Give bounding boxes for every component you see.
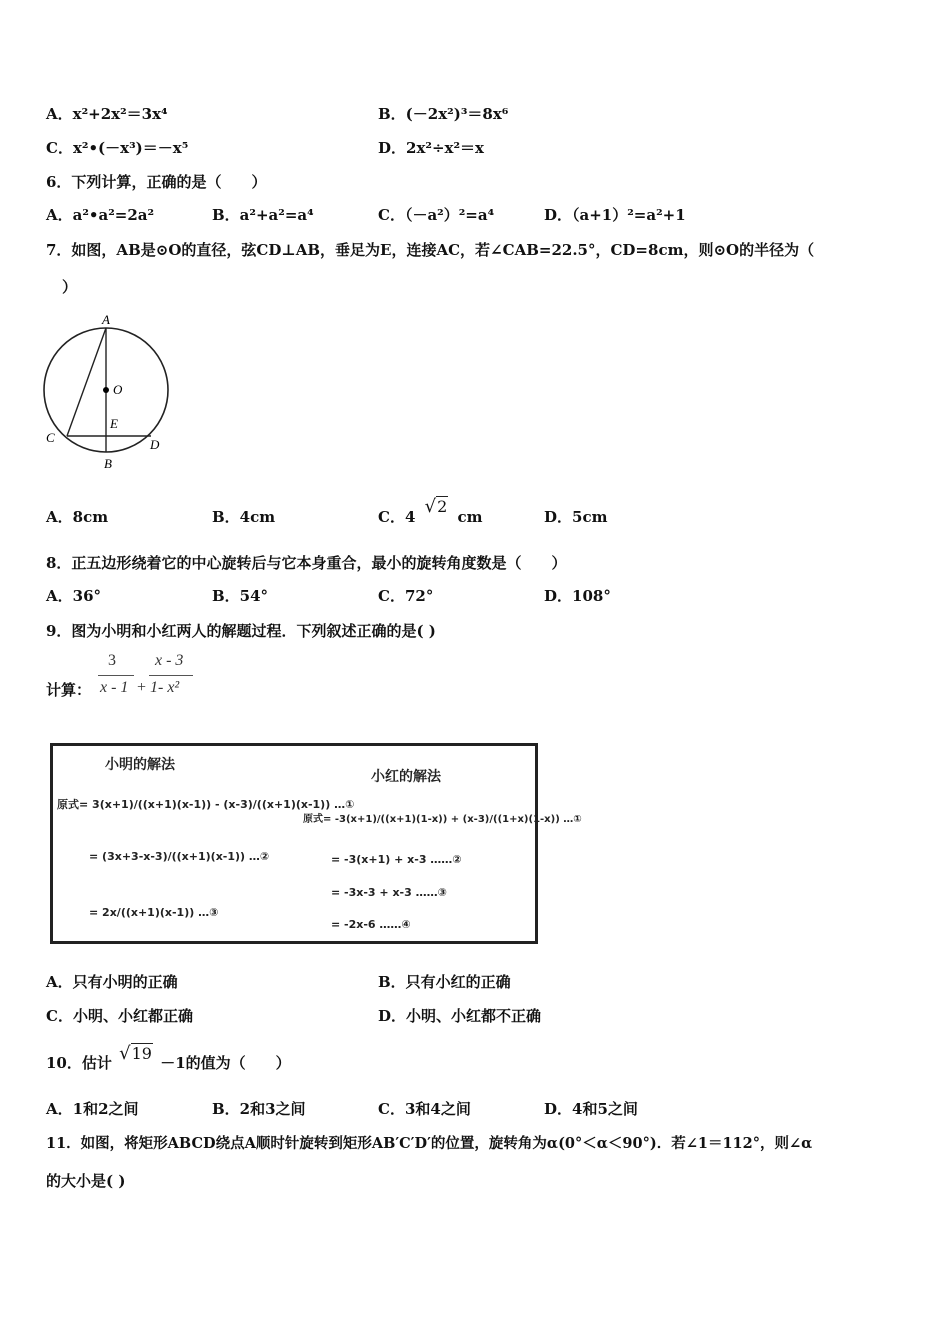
frac2-denominator: 1- x²	[150, 679, 180, 696]
center-point-o	[103, 387, 109, 393]
q10-option-a: A．1和2之间	[46, 1100, 139, 1118]
label-o: O	[113, 382, 123, 397]
q10-stem-prefix: 10．估计	[46, 1054, 112, 1072]
hong-title: 小红的解法	[371, 769, 441, 785]
frac1-numerator: 3	[108, 652, 116, 669]
q7-option-c-unit: cm	[457, 508, 483, 526]
label-e: E	[110, 416, 118, 431]
q10-sqrt: √19	[119, 1043, 152, 1064]
q10-option-b: B．2和3之间	[212, 1100, 306, 1118]
q6-stem: 6．下列计算，正确的是（ ）	[46, 173, 267, 191]
q9-option-a: A．只有小明的正确	[46, 973, 178, 991]
q10-option-d: D．4和5之间	[544, 1100, 638, 1118]
q5-option-a: A．x²+2x²＝3x⁴	[46, 105, 168, 123]
q7-option-c	[378, 496, 483, 527]
frac2-bar	[149, 675, 193, 676]
chord-ac	[67, 328, 106, 436]
hong-step-4: = -2x-6 ……④	[331, 918, 411, 931]
circle-diagram	[40, 310, 170, 475]
q7-option-b: B．4cm	[212, 508, 276, 526]
q7-stem: 7．如图，AB是⊙O的直径，弦CD⊥AB，垂足为E，连接AC，若∠CAB=22.5°，CD=8cm，则⊙O的半径为（	[46, 241, 815, 259]
q9-option-d: D．小明、小红都不正确	[378, 1007, 542, 1025]
q7-option-c-prefix: C．4	[378, 508, 416, 526]
q9-stem: 9．图为小明和小红两人的解题过程．下列叙述正确的是( )	[46, 622, 436, 640]
q10-stem-suffix: －1的值为（ ）	[160, 1054, 291, 1072]
q5-option-b: B．(－2x²)³＝8x⁶	[378, 105, 509, 123]
handwritten-solutions-image	[50, 743, 582, 944]
q8-option-b: B．54°	[212, 587, 269, 605]
q8-option-d: D．108°	[544, 587, 611, 605]
q5-option-c: C．x²•(－x³)＝－x⁵	[46, 139, 189, 157]
q7-stem-close: ）	[62, 278, 78, 296]
q5-option-d: D．2x²÷x²＝x	[378, 139, 484, 157]
q9-option-c: C．小明、小红都正确	[46, 1007, 193, 1025]
hong-step-1: 原式= -3(x+1)/((x+1)(1-x)) + (x-3)/((1+x)(1-x)) …①	[303, 814, 582, 825]
q6-option-b: B．a²+a²=a⁴	[212, 206, 314, 224]
hong-step-3: = -3x-3 + x-3 ……③	[331, 886, 447, 899]
ming-step-1: 原式= 3(x+1)/((x+1)(x-1)) - (x-3)/((x+1)(x-1)) …①	[57, 798, 355, 811]
ming-step-2: = (3x+3-x-3)/((x+1)(x-1)) …②	[89, 850, 270, 863]
q9-option-b: B．只有小红的正确	[378, 973, 511, 991]
ming-title: 小明的解法	[105, 757, 175, 773]
q7-option-c-sqrt: √2	[424, 496, 448, 517]
label-a: A	[102, 312, 110, 327]
frac2-numerator: x - 3	[155, 652, 184, 669]
q11-stem: 11．如图，将矩形ABCD绕点A顺时针旋转到矩形AB′C′D′的位置，旋转角为α(0°＜α＜90°)．若∠1＝112°，则∠α	[46, 1135, 813, 1152]
label-c: C	[46, 430, 55, 445]
ming-step-3: = 2x/((x+1)(x-1)) …③	[89, 906, 219, 919]
q7-option-d: D．5cm	[544, 508, 608, 526]
q7-option-a: A．8cm	[46, 508, 109, 526]
q8-option-c: C．72°	[378, 587, 434, 605]
q10-stem	[46, 1043, 291, 1073]
label-b: B	[104, 456, 112, 471]
q9-calc-label: 计算：	[46, 681, 92, 699]
plus-sign: +	[137, 679, 147, 696]
frac1-denominator: x - 1	[100, 679, 129, 696]
hong-step-2: = -3(x+1) + x-3 ……②	[331, 853, 462, 866]
q6-option-a: A．a²•a²=2a²	[46, 206, 155, 224]
q6-option-c: C．（－a²）²=a⁴	[378, 206, 495, 224]
q8-option-a: A．36°	[46, 587, 102, 605]
label-d: D	[150, 437, 160, 452]
q8-stem: 8．正五边形绕着它的中心旋转后与它本身重合，最小的旋转角度数是（ ）	[46, 554, 567, 572]
q11-stem-line2: 的大小是( )	[46, 1172, 126, 1190]
q6-option-d: D．（a+1）²=a²+1	[544, 206, 686, 224]
q10-option-c: C．3和4之间	[378, 1100, 471, 1118]
frac1-bar	[98, 675, 134, 676]
